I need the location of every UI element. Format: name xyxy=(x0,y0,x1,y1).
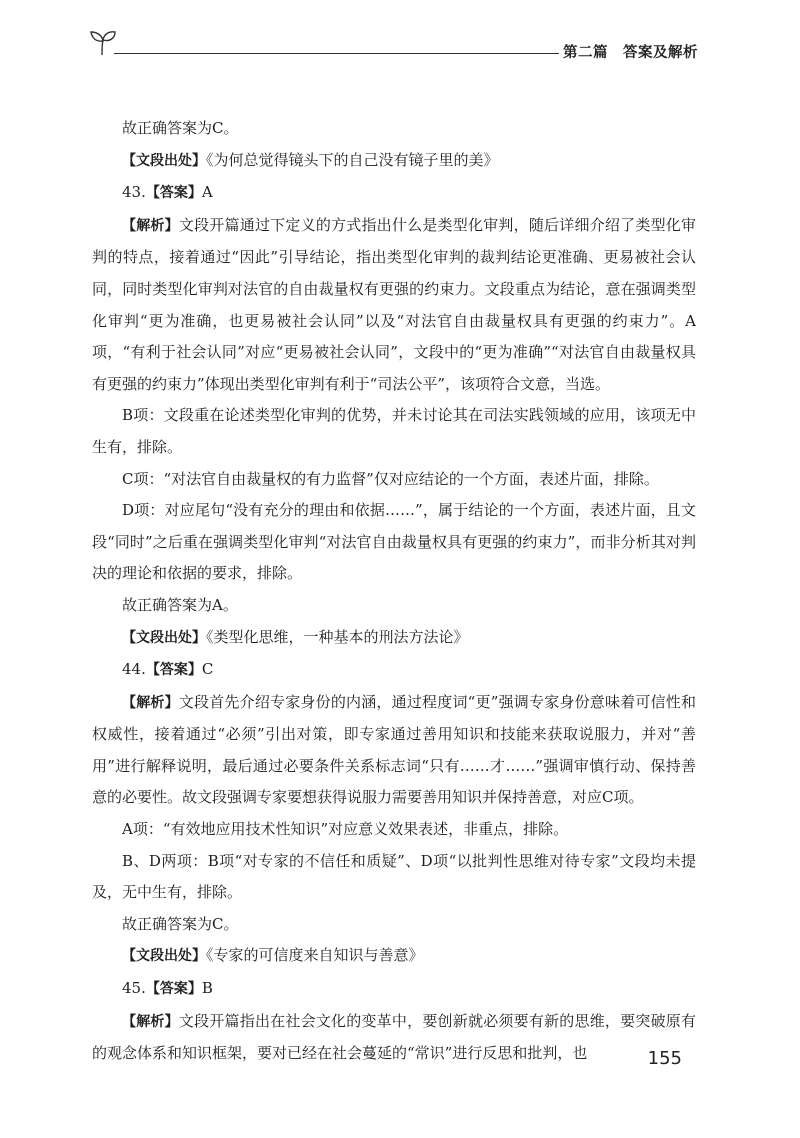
q43-conclusion: 故正确答案为A。 xyxy=(122,595,238,614)
answer-letter: C xyxy=(201,660,214,679)
source-tag: 【文段出处】 xyxy=(122,629,206,646)
analysis-text: 文段开篇通过下定义的方式指出什么是类型化审判，随后详细介绍了类型化审判的特点，接着通过“因此”引导结论，指出类型化审判的裁判结论更准确、更易被社会认同，同时类型化审判对法官的自由裁量权有更强的约束力。文段重点为结论，意在强调类型化审判“更为准确，也更易被社会认同”以及“对法官自由裁量权具有更强的约束力”。A项，“有利于社会认同”对应“更易被社会认同”，文段中的“更为准确”“对法官自由裁量权具有更强的约束力”体现出类型化审判有利于“司法公平”，该项符合文意，当选。 xyxy=(92,215,696,393)
answer-letter: A xyxy=(201,183,213,202)
q43-heading xyxy=(92,177,696,210)
question-number: 43. xyxy=(122,183,146,202)
answer-tag: 【答案】 xyxy=(145,185,202,202)
source-text: 《为何总觉得镜头下的自己没有镜子里的美》 xyxy=(206,150,499,169)
answer-tag: 【答案】 xyxy=(145,981,202,998)
intro-conclusion: 故正确答案为C。 xyxy=(122,119,239,137)
q45-analysis xyxy=(92,1006,696,1070)
q43-option-c: C项：“对法官自由裁量权的有力监督”仅对应结论的一个方面，表述片面，排除。 xyxy=(122,469,659,488)
analysis-text: 文段开篇指出在社会文化的变革中，要创新就必须要有新的思维，要突破原有的观念体系和知识框架，要对已经在社会蔓延的“常识”进行反思和批判，也 xyxy=(92,1011,696,1063)
header-title: 第二篇 答案及解析 xyxy=(559,41,698,62)
q44-conclusion: 故正确答案为C。 xyxy=(122,914,239,933)
analysis-tag: 【解析】 xyxy=(122,694,179,711)
q43-analysis xyxy=(92,210,696,401)
page-number: 155 xyxy=(647,1048,682,1069)
source-text: 《类型化思维，一种基本的刑法方法论》 xyxy=(206,627,469,646)
q44-analysis xyxy=(92,687,696,814)
analysis-tag: 【解析】 xyxy=(122,217,179,234)
analysis-tag: 【解析】 xyxy=(122,1013,179,1030)
source-tag: 【文段出处】 xyxy=(122,948,206,965)
question-number: 45. xyxy=(122,979,146,998)
q43-option-b: B项：文段重在论述类型化审判的优势，并未讨论其在司法实践领域的应用，该项无中生有，排除。 xyxy=(92,406,696,456)
answer-content xyxy=(92,113,696,1070)
q43-source xyxy=(92,622,696,655)
answer-tag: 【答案】 xyxy=(145,662,202,679)
q44-option-bd: B、D两项：B项“对专家的不信任和质疑”、D项“以批判性思维对待专家”文段均未提及，无中生有，排除。 xyxy=(92,851,696,902)
source-tag: 【文段出处】 xyxy=(122,152,206,169)
question-number: 44. xyxy=(122,660,146,679)
q44-option-a: A项：“有效地应用技术性知识”对应意义效果表述，非重点，排除。 xyxy=(122,820,569,839)
q43-option-d: D项：对应尾句“没有充分的理由和依据……”，属于结论的一个方面，表述片面，且文段“同时”之后重在强调类型化审判“对法官自由裁量权具有更强的约束力”，而非分析其对判决的理论和依据的要求，排除。 xyxy=(92,501,696,583)
q45-heading xyxy=(92,973,696,1006)
source-text: 《专家的可信度来自知识与善意》 xyxy=(206,946,424,965)
answer-letter: B xyxy=(201,979,213,998)
running-header xyxy=(88,28,698,68)
intro-source xyxy=(92,145,696,178)
q44-source xyxy=(92,940,696,973)
q44-heading xyxy=(92,654,696,687)
analysis-text: 文段首先介绍专家身份的内涵，通过程度词“更”强调专家身份意味着可信性和权威性，接着通过“必须”引出对策，即专家通过善用知识和技能来获取说服力，并对“善用”进行解释说明，最后通过必要条件关系标志词“只有……才……”强调审慎行动、保持善意的必要性。故文段强调专家要想获得说服力需要善用知识并保持善意，对应C项。 xyxy=(92,692,697,807)
